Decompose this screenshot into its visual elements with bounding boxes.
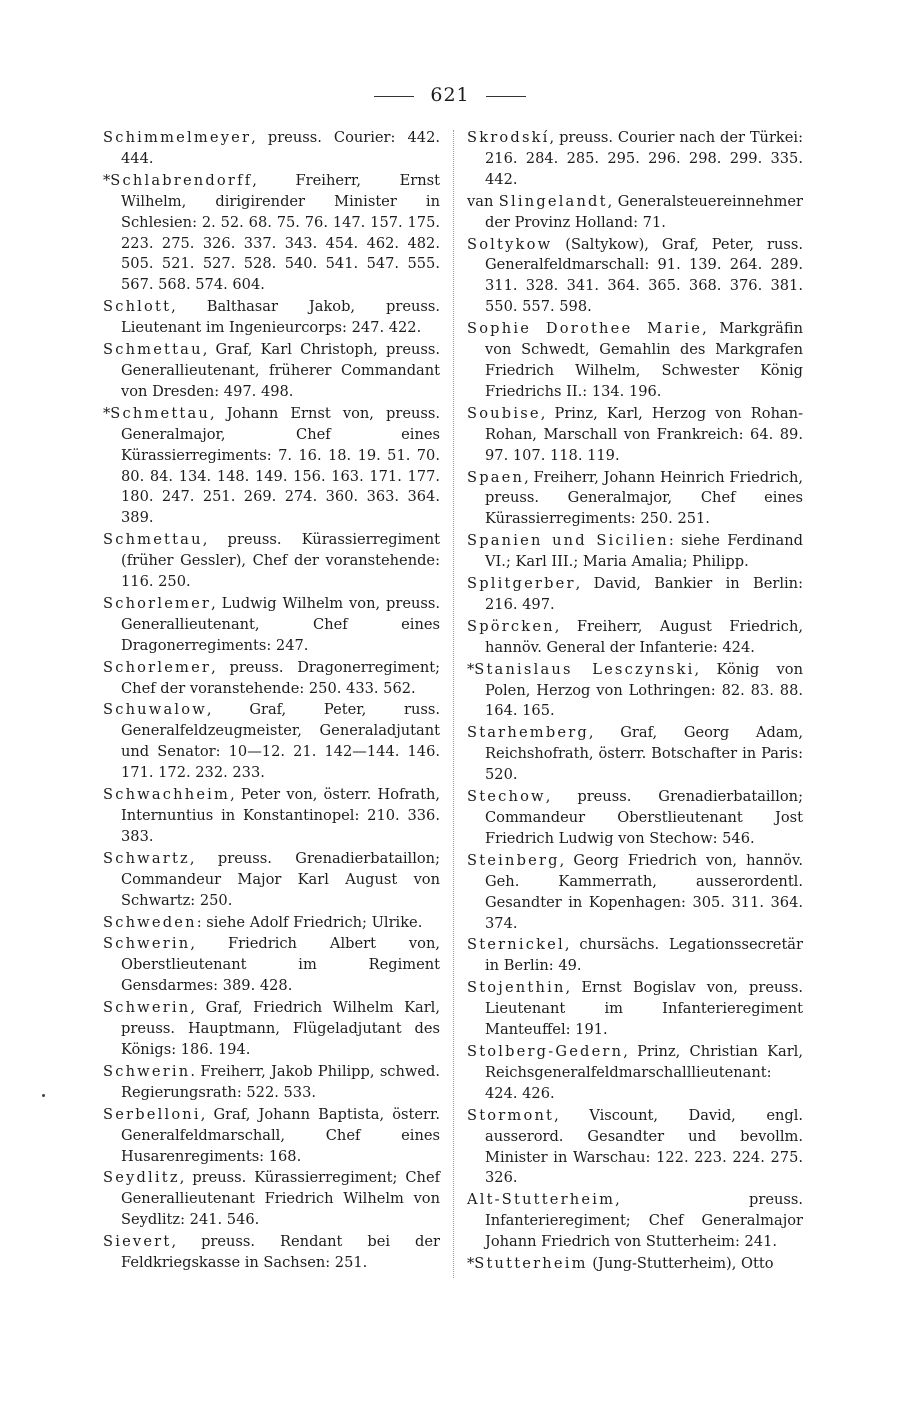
entry-text: , preuss. Rendant bei der Feldkriegskasse in Sachsen: 251. (121, 1233, 440, 1272)
entry-name: Steinberg (467, 851, 560, 869)
entry-text: , preuss. Grenadierbataillon; Commandeur Oberstlieutenant Jost Friedrich Ludwig von Stechow: 546. (485, 788, 803, 847)
entry-text: , Prinz, Christian Karl, Reichsgeneralfeldmarschalllieutenant: 424. 426. (485, 1042, 803, 1102)
index-entry (467, 660, 803, 723)
entry-text: , preuss. Kürassierregiment (früher Gessler), Chef der voranstehende: 116. 250. (121, 531, 440, 591)
entry-name: Sternickel (467, 936, 565, 954)
page-speck (42, 1094, 45, 1097)
index-entry (103, 913, 440, 934)
entry-name: Spaen (467, 468, 525, 486)
entry-text: , Freiherr, Johann Heinrich Friedrich, preuss. Generalmajor, Chef eines Kürassierregiments: 250. 251. (485, 468, 803, 528)
entry-marker: * (467, 660, 475, 678)
entry-text: , preuss. Courier: 442. 444. (121, 129, 440, 167)
index-entry (467, 468, 803, 531)
entry-text: , Graf, Friedrich Wilhelm Karl, preuss. Hauptmann, Flügeladjutant des Königs: 186. 194. (121, 999, 440, 1058)
entry-name: Schwerin (103, 999, 191, 1017)
entry-name: Schwachheim (103, 786, 231, 804)
entry-name: Schorlemer (103, 658, 212, 676)
entry-name: Skrodskí (467, 129, 550, 146)
entry-text: , Georg Friedrich von, hannöv. Geh. Kammerrath, ausserordentl. Gesandter in Kopenhagen: 305. 311. 364. 374. (485, 851, 803, 932)
entry-name: Stolberg-Gedern (467, 1042, 624, 1060)
index-entry (467, 851, 803, 935)
page-header (0, 84, 900, 106)
index-entry (467, 128, 803, 191)
entry-text: , Ludwig Wilhelm von, preuss. Generallieutenant, Chef eines Dragonerregiments: 247. (121, 594, 440, 654)
entry-text: (Jung-Stutterheim), Otto (587, 1255, 774, 1273)
entry-marker: * (103, 171, 111, 189)
index-entry (467, 1254, 803, 1275)
entry-text: , Johann Ernst von, preuss. Generalmajor, Chef eines Kürassierregiments: 7. 16. 18. 19. 51. 70. 80. 84. 134. 148. 149. 156. 163. 171. 177. 180. 247. 251. 269. 274. 360. 363. 364. 389. (121, 404, 440, 527)
entry-name: Spanien und Sicilien (467, 532, 669, 550)
index-entry (467, 1190, 803, 1253)
entry-text: , Graf, Johann Baptista, österr. Generalfeldmarschall, Chef eines Husarenregiments: 168. (121, 1105, 440, 1165)
index-entry (103, 849, 440, 912)
index-entry (467, 574, 803, 616)
entry-text: , Freiherr, Ernst Wilhelm, dirigirender Minister in Schlesien: 2. 52. 68. 75. 76. 147. 157. 175. 223. 275. 326. 337. 343. 454. 462. 482. 505. 521. 527. 528. 540. 541. 547. 555. 567. 568. 574. 604. (121, 171, 440, 294)
index-entry (467, 319, 803, 403)
index-entry (103, 404, 440, 529)
entry-name: Schmettau (103, 341, 203, 359)
index-entry (103, 171, 440, 296)
entry-text: , Ernst Bogislav von, preuss. Lieutenant im Infanterieregiment Manteuffel: 191. (485, 979, 803, 1039)
entry-text: , Viscount, David, engl. ausserord. Gesandter und bevollm. Minister in Warschau: 122. 223. 224. 275. 326. (485, 1106, 803, 1187)
index-entry (103, 785, 440, 848)
index-entry (103, 998, 440, 1061)
entry-name: Stormont (467, 1106, 555, 1124)
index-entry (467, 935, 803, 977)
entry-text: , Peter von, österr. Hofrath, Internuntius in Konstantinopel: 210. 336. 383. (121, 786, 440, 845)
entry-name: Soltykow (467, 235, 553, 253)
entry-text: , Graf, Karl Christoph, preuss. Generallieutenant, früherer Commandant von Dresden: 497. 498. (121, 341, 440, 400)
entry-name: Schmettau (103, 531, 203, 549)
entry-name: Schweden (103, 913, 197, 931)
index-entry (103, 530, 440, 593)
index-entry (467, 531, 803, 573)
entry-name: Slingelandt (498, 192, 608, 210)
index-entry (103, 700, 440, 784)
index-entry (103, 1168, 440, 1231)
header-rule-left (374, 96, 414, 97)
entry-name: Seydlitz (103, 1169, 180, 1187)
header-rule-right (486, 96, 526, 97)
entry-text: , David, Bankier in Berlin: 216. 497. (485, 575, 803, 613)
entry-text: , preuss. Dragonerregiment; Chef der voranstehende: 250. 433. 562. (121, 658, 440, 697)
index-entry (467, 192, 803, 234)
index-entry (103, 658, 440, 700)
entry-name: Alt-Stutterheim (467, 1191, 616, 1209)
index-entry (467, 1106, 803, 1190)
index-entry (103, 934, 440, 997)
column-divider (453, 130, 454, 1278)
entry-name: Splitgerber (467, 575, 576, 593)
entry-name: Schwerin (103, 1062, 191, 1080)
entry-name: Schmettau (110, 404, 210, 422)
entry-text: , preuss. Kürassierregiment; Chef Generallieutenant Friedrich Wilhelm von Seydlitz: 241. 546. (121, 1169, 440, 1229)
entry-name: Stanislaus Lesczynski (474, 660, 695, 678)
entry-text: . Freiherr, Jakob Philipp, schwed. Regierungsrath: 522. 533. (121, 1062, 440, 1101)
index-entry (467, 723, 803, 786)
entry-text: (Saltykow), Graf, Peter, russ. Generalfeldmarschall: 91. 139. 264. 289. 311. 328. 341. 364. 365. 368. 376. 381. 550. 557. 598. (485, 235, 803, 316)
index-entry (467, 1042, 803, 1105)
entry-name: Stutterheim (474, 1255, 588, 1273)
entry-text: , Markgräfin von Schwedt, Gemahlin des Markgrafen Friedrich Wilhelm, Schwester König Friedrichs II.: 134. 196. (485, 320, 803, 400)
entry-marker: * (467, 1255, 475, 1273)
index-entry (467, 787, 803, 850)
entry-name: Schimmelmeyer (103, 129, 252, 146)
index-entry (103, 340, 440, 403)
entry-name: Sievert (103, 1233, 172, 1251)
entry-text: : siehe Ferdinand VI.; Karl III.; Maria Amalia; Philipp. (485, 532, 803, 571)
index-column-left (103, 128, 440, 1275)
entry-text: , König von Polen, Herzog von Lothringen: 82. 83. 88. 164. 165. (485, 660, 803, 720)
page-number: 621 (430, 84, 470, 106)
entry-name: Schwartz (103, 849, 190, 867)
index-entry (103, 1062, 440, 1104)
entry-text: , preuss. Infanterieregiment; Chef Generalmajor Johann Friedrich von Stutterheim: 241. (485, 1191, 803, 1251)
entry-text: : siehe Adolf Friedrich; Ulrike. (196, 913, 423, 931)
entry-marker: * (103, 404, 111, 422)
index-entry (103, 594, 440, 657)
entry-text: , Graf, Peter, russ. Generalfeldzeugmeister, Generaladjutant und Senator: 10—12. 21. 142—144. 146. 171. 172. 232. 233. (121, 701, 440, 782)
index-entry (103, 1232, 440, 1274)
entry-text: , preuss. Grenadierbataillon; Commandeur Major Karl August von Schwartz: 250. (121, 849, 440, 909)
index-entry (467, 617, 803, 659)
entry-text: , chursächs. Legationssecretär in Berlin: 49. (485, 936, 803, 975)
entry-name: Schlabrendorff (110, 171, 253, 189)
entry-name: Soubise (467, 404, 541, 422)
index-entry (103, 297, 440, 339)
index-entry (467, 235, 803, 319)
entry-text: , Graf, Georg Adam, Reichshofrath, österr. Botschafter in Paris: 520. (485, 724, 803, 784)
entry-name: Schuwalow (103, 701, 207, 719)
entry-name: Serbelloni (103, 1105, 201, 1123)
entry-text: , Balthasar Jakob, preuss. Lieutenant im Ingenieurcorps: 247. 422. (121, 298, 440, 337)
index-entry (103, 128, 440, 170)
entry-name: Stojenthin (467, 979, 566, 997)
entry-name: Schlott (103, 298, 172, 316)
index-entry (467, 978, 803, 1041)
index-column-right (467, 128, 803, 1276)
entry-name: Sophie Dorothee Marie (467, 320, 703, 338)
entry-name: Spörcken (467, 617, 555, 635)
entry-name: Schorlemer (103, 594, 212, 612)
entry-name: Starhemberg (467, 724, 589, 742)
entry-name: Stechow (467, 788, 546, 806)
entry-text: , Friedrich Albert von, Oberstlieutenant im Regiment Gensdarmes: 389. 428. (121, 935, 440, 995)
entry-prefix: van (467, 192, 499, 210)
entry-text: , Freiherr, August Friedrich, hannöv. General der Infanterie: 424. (485, 617, 803, 656)
index-entry (103, 1105, 440, 1168)
entry-name: Schwerin (103, 935, 191, 953)
entry-text: , Generalsteuereinnehmer der Provinz Holland: 71. (485, 192, 804, 231)
index-entry (467, 404, 803, 467)
entry-text: , Prinz, Karl, Herzog von Rohan-Rohan, Marschall von Frankreich: 64. 89. 97. 107. 118. 119. (485, 404, 803, 464)
entry-text: , preuss. Courier nach der Türkei: 216. 284. 285. 295. 296. 298. 299. 335. 442. (485, 129, 803, 188)
